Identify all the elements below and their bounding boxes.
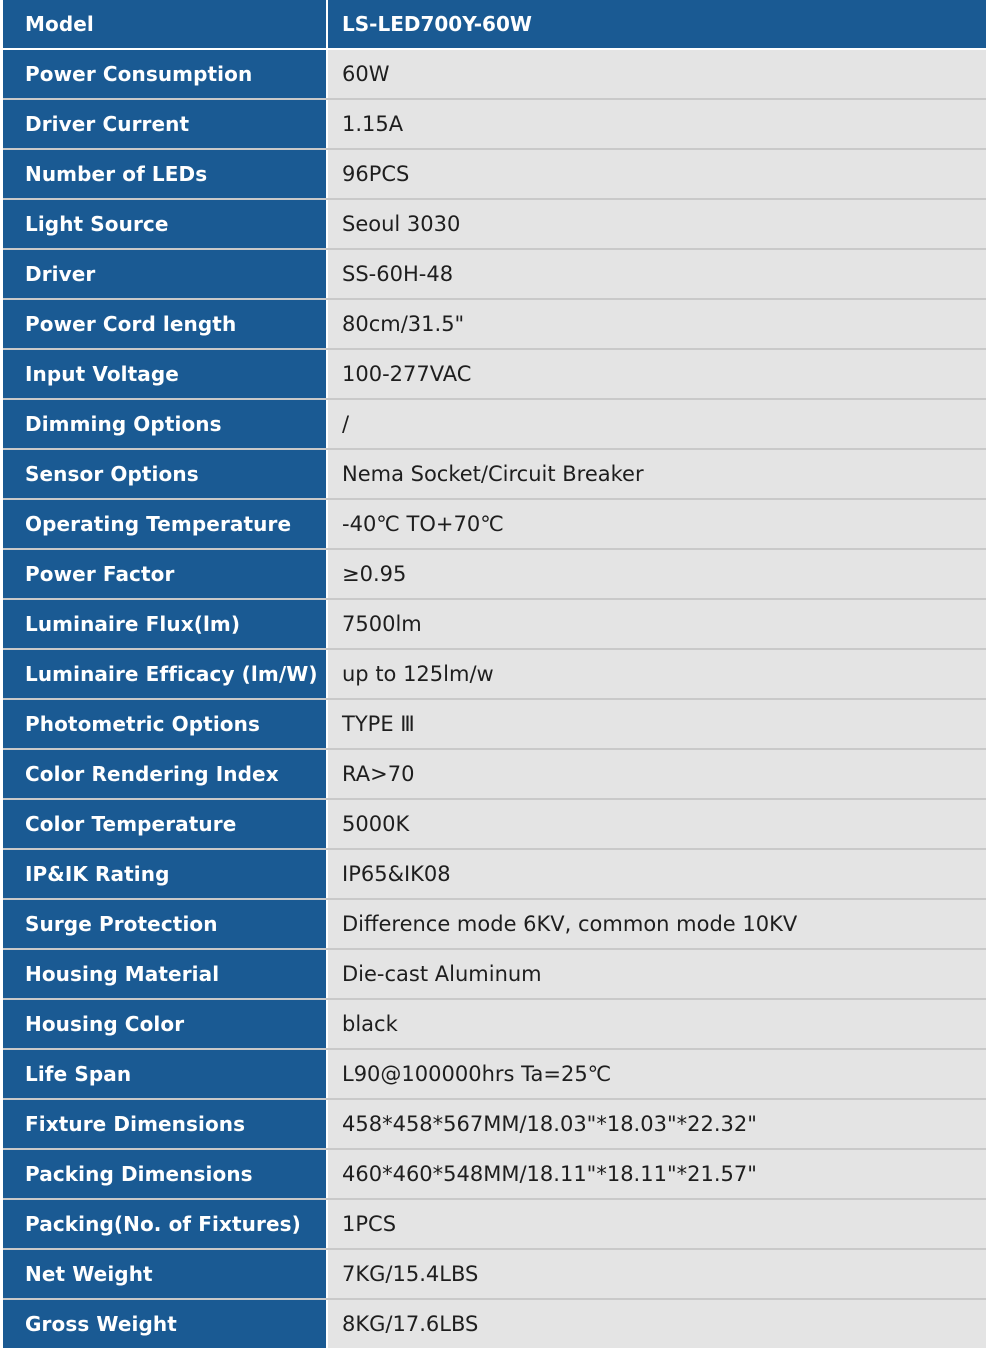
table-header-row (3, 0, 986, 50)
table-row (3, 350, 986, 400)
spec-value: -40℃ TO+70℃ (328, 500, 986, 548)
spec-value: Difference mode 6KV, common mode 10KV (328, 900, 986, 948)
spec-label: Power Cord length (3, 300, 328, 348)
spec-value: 8KG/17.6LBS (328, 1300, 986, 1348)
spec-value: RA>70 (328, 750, 986, 798)
spec-value: Seoul 3030 (328, 200, 986, 248)
table-row (3, 900, 986, 950)
spec-value: black (328, 1000, 986, 1048)
spec-value: 7500lm (328, 600, 986, 648)
spec-value: 7KG/15.4LBS (328, 1250, 986, 1298)
table-row (3, 400, 986, 450)
spec-label: Driver Current (3, 100, 328, 148)
table-row (3, 800, 986, 850)
spec-value: 460*460*548MM/18.11"*18.11"*21.57" (328, 1150, 986, 1198)
spec-value: LS-LED700Y-60W (328, 0, 986, 48)
spec-value: 1.15A (328, 100, 986, 148)
spec-label: Driver (3, 250, 328, 298)
spec-label: IP&IK Rating (3, 850, 328, 898)
table-row (3, 550, 986, 600)
spec-label: Packing(No. of Fixtures) (3, 1200, 328, 1248)
spec-label: Color Rendering Index (3, 750, 328, 798)
table-row (3, 700, 986, 750)
table-row (3, 300, 986, 350)
table-row (3, 950, 986, 1000)
spec-label: Fixture Dimensions (3, 1100, 328, 1148)
spec-label: Surge Protection (3, 900, 328, 948)
table-row (3, 250, 986, 300)
spec-label: Photometric Options (3, 700, 328, 748)
table-row (3, 150, 986, 200)
spec-label: Housing Material (3, 950, 328, 998)
spec-label: Net Weight (3, 1250, 328, 1298)
spec-label: Gross Weight (3, 1300, 328, 1348)
spec-value: IP65&IK08 (328, 850, 986, 898)
spec-label: Luminaire Flux(lm) (3, 600, 328, 648)
table-row (3, 1100, 986, 1150)
spec-value: 96PCS (328, 150, 986, 198)
table-row (3, 1050, 986, 1100)
spec-label: Luminaire Efficacy (lm/W) (3, 650, 328, 698)
spec-label: Sensor Options (3, 450, 328, 498)
spec-value: 458*458*567MM/18.03"*18.03"*22.32" (328, 1100, 986, 1148)
table-row (3, 1250, 986, 1300)
spec-label: Input Voltage (3, 350, 328, 398)
spec-label: Life Span (3, 1050, 328, 1098)
table-row (3, 450, 986, 500)
table-row (3, 100, 986, 150)
table-row (3, 50, 986, 100)
table-row (3, 650, 986, 700)
spec-value: up to 125lm/w (328, 650, 986, 698)
table-row (3, 1150, 986, 1200)
spec-value: Nema Socket/Circuit Breaker (328, 450, 986, 498)
table-row (3, 500, 986, 550)
spec-label: Model (3, 0, 328, 48)
spec-value: 80cm/31.5" (328, 300, 986, 348)
table-row (3, 600, 986, 650)
spec-label: Operating Temperature (3, 500, 328, 548)
spec-label: Light Source (3, 200, 328, 248)
spec-label: Dimming Options (3, 400, 328, 448)
table-row (3, 850, 986, 900)
table-row (3, 750, 986, 800)
spec-label: Packing Dimensions (3, 1150, 328, 1198)
spec-value: ≥0.95 (328, 550, 986, 598)
spec-label: Housing Color (3, 1000, 328, 1048)
spec-value: 100-277VAC (328, 350, 986, 398)
spec-label: Color Temperature (3, 800, 328, 848)
spec-value: TYPE Ⅲ (328, 700, 986, 748)
spec-value: 60W (328, 50, 986, 98)
spec-value: 1PCS (328, 1200, 986, 1248)
spec-label: Power Consumption (3, 50, 328, 98)
spec-value: / (328, 400, 986, 448)
table-row (3, 200, 986, 250)
table-row (3, 1000, 986, 1050)
spec-label: Power Factor (3, 550, 328, 598)
spec-label: Number of LEDs (3, 150, 328, 198)
table-row (3, 1200, 986, 1250)
table-row (3, 1300, 986, 1348)
spec-value: 5000K (328, 800, 986, 848)
spec-value: L90@100000hrs Ta=25℃ (328, 1050, 986, 1098)
spec-value: SS-60H-48 (328, 250, 986, 298)
spec-value: Die-cast Aluminum (328, 950, 986, 998)
